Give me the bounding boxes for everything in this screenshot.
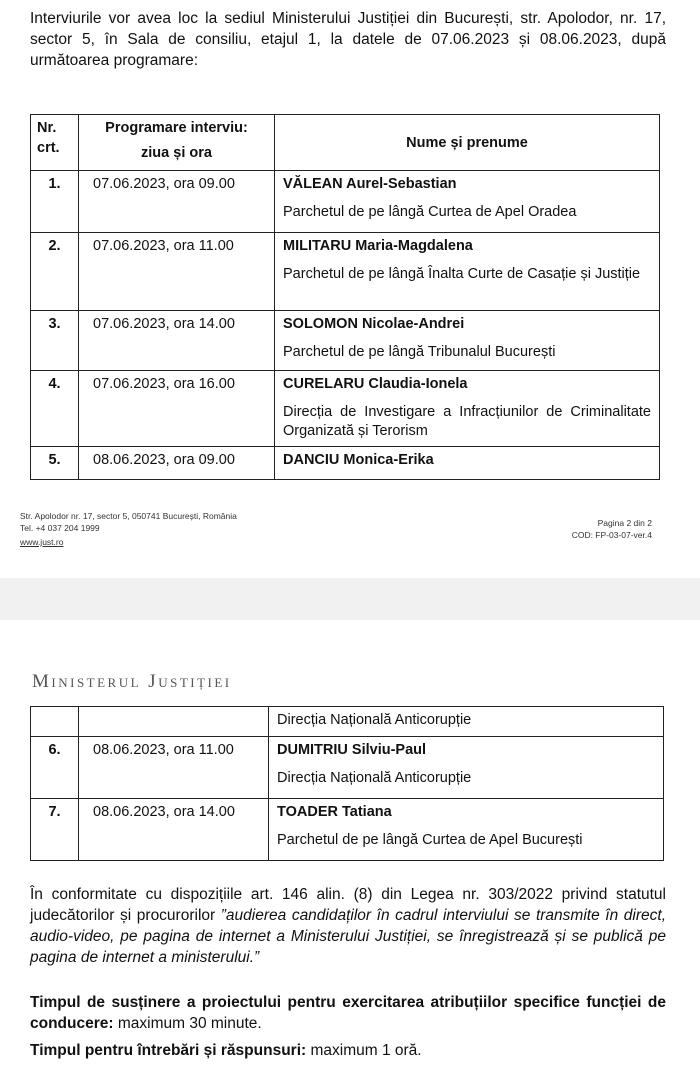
- person-name: DANCIU Monica-Erika: [283, 452, 434, 468]
- header-name: Nume și prenume: [275, 115, 660, 171]
- footer-address-block: [20, 510, 237, 548]
- intro-paragraph: Interviurile vor avea loc la sediul Ministerului Justiției din București, str. Apolodor, nr. 17, sector 5, în Sala de consiliu, etajul 1, la datele de 07.06.2023 și 08.06.2023, după următoarea programare:: [30, 10, 666, 69]
- qa-time-label: Timpul pentru întrebări și răspunsuri:: [30, 1042, 307, 1059]
- ministry-header: Ministerul Justiției: [32, 671, 232, 692]
- legal-paragraph: [30, 884, 666, 968]
- institution-text: Parchetul de pe lângă Curtea de Apel București: [277, 832, 583, 848]
- cell-nr-empty: [31, 707, 79, 737]
- cell-nr: 6.: [31, 737, 79, 799]
- cell-nr: 2.: [31, 233, 79, 311]
- cell-name: [275, 371, 660, 447]
- institution-text: Parchetul de pe lângă Tribunalul București: [283, 344, 556, 360]
- cell-date: 07.06.2023, ora 09.00: [79, 171, 275, 233]
- header-prog-line2: ziua și ora: [141, 145, 212, 161]
- person-name: SOLOMON Nicolae-Andrei: [283, 316, 465, 332]
- header-nr-line1: Nr.: [37, 120, 57, 136]
- cell-date: 07.06.2023, ora 16.00: [79, 371, 275, 447]
- person-name: VĂLEAN Aurel-Sebastian: [283, 176, 457, 192]
- table-row-continuation: [31, 707, 664, 737]
- cell-name: [275, 171, 660, 233]
- cell-date-empty: [79, 707, 269, 737]
- table-row: [31, 371, 660, 447]
- qa-time-paragraph: [30, 1040, 666, 1061]
- cell-nr: 3.: [31, 311, 79, 371]
- header-prog-line1: Programare interviu:: [105, 120, 248, 136]
- cell-nr: 5.: [31, 447, 79, 480]
- person-name: TOADER Tatiana: [277, 804, 392, 820]
- legal-paragraph-quote: ”audierea candidaților în cadrul interviului se transmite în direct, audio-video, pe pagina de internet a Ministerului Justiției, se înregistrează și se publică pe pagina de internet a ministerului.”: [30, 907, 666, 966]
- table-row: [31, 233, 660, 311]
- presentation-time-paragraph: [30, 992, 666, 1034]
- legal-paragraph-start: În conformitate cu dispozițiile art. 146 alin. (8) din Legea nr. 303/2022 privind statutul judecătorilor și procurorilor: [30, 886, 666, 924]
- institution-text: Parchetul de pe lângă Înalta Curte de Casație și Justiție: [283, 266, 641, 282]
- table-row: [31, 799, 664, 861]
- cell-name: [275, 447, 660, 480]
- cell-date: 08.06.2023, ora 11.00: [79, 737, 269, 799]
- institution-text: Direcția de Investigare a Infracțiunilor de Criminalitate Organizată și Terorism: [283, 404, 651, 439]
- page-separator: [0, 578, 700, 620]
- table-row: [31, 737, 664, 799]
- person-name: CURELARU Claudia-Ionela: [283, 376, 468, 392]
- table-header-row: [31, 115, 660, 171]
- institution-text: Parchetul de pe lângă Curtea de Apel Oradea: [283, 204, 577, 220]
- cell-name: [269, 707, 664, 737]
- cell-nr: 7.: [31, 799, 79, 861]
- cell-nr: 1.: [31, 171, 79, 233]
- footer-page-number: Pagina 2 din 2: [597, 518, 652, 528]
- table-row: [31, 171, 660, 233]
- schedule-table-page2: [30, 706, 664, 861]
- institution-text: Direcția Națională Anticorupție: [277, 712, 472, 728]
- cell-name: [275, 233, 660, 311]
- presentation-time-label: Timpul de susținere a proiectului pentru exercitarea atribuțiilor specifice funcției de conducere:: [30, 994, 666, 1032]
- footer-address: Str. Apolodor nr. 17, sector 5, 050741 București, România: [20, 511, 237, 521]
- schedule-table-page1: [30, 114, 660, 480]
- cell-date: 07.06.2023, ora 11.00: [79, 233, 275, 311]
- footer-phone: Tel. +4 037 204 1999: [20, 523, 100, 533]
- cell-name: [269, 737, 664, 799]
- cell-name: [275, 311, 660, 371]
- cell-date: 08.06.2023, ora 14.00: [79, 799, 269, 861]
- person-name: MILITARU Maria-Magdalena: [283, 238, 473, 254]
- header-nr: [31, 115, 79, 171]
- table-row: [31, 311, 660, 371]
- institution-text: Direcția Națională Anticorupție: [277, 770, 472, 786]
- footer-page-info: [572, 517, 652, 541]
- cell-date: 07.06.2023, ora 14.00: [79, 311, 275, 371]
- header-nr-line2: crt.: [37, 140, 60, 156]
- qa-time-value: maximum 1 oră.: [306, 1042, 422, 1059]
- footer-code: COD: FP-03-07-ver.4: [571, 530, 652, 540]
- cell-nr: 4.: [31, 371, 79, 447]
- footer-website[interactable]: www.just.ro: [20, 537, 64, 547]
- table-row: [31, 447, 660, 480]
- person-name: DUMITRIU Silviu-Paul: [277, 742, 427, 758]
- cell-date: 08.06.2023, ora 09.00: [79, 447, 275, 480]
- presentation-time-value: maximum 30 minute.: [113, 1015, 262, 1032]
- header-programare: [79, 115, 275, 171]
- cell-name: [269, 799, 664, 861]
